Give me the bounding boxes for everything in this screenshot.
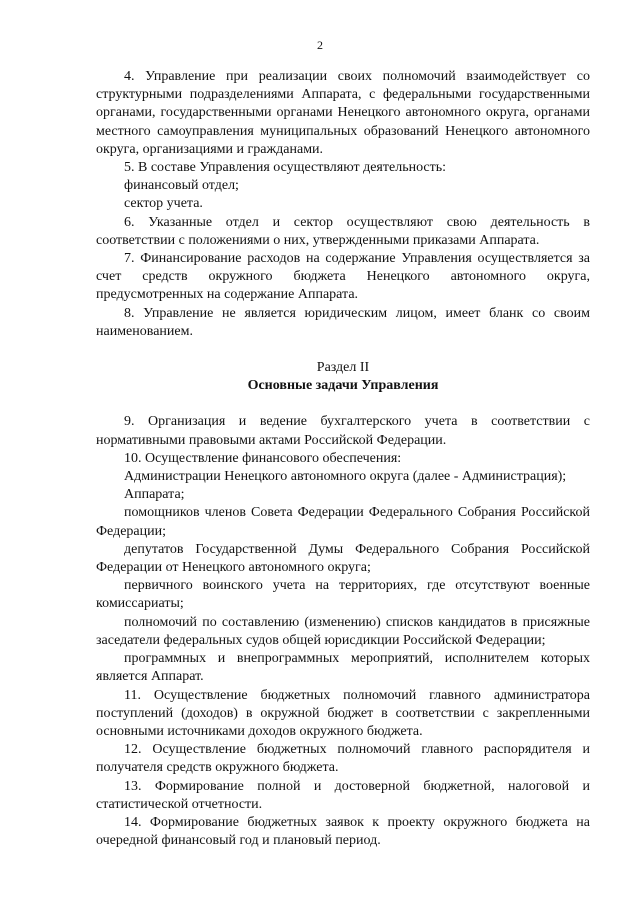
- list-item-apparatus: Аппарата;: [124, 487, 185, 503]
- paragraph-4: 4. Управление при реализации своих полномочий взаимодействует со структурными подразделениями Аппарата, с федеральными государственными органами, государственными органами Ненецкого автономного округа, органами местного самоуправления муниципальных образований Ненецкого автономного округа, организациями и гражданами.: [96, 69, 590, 157]
- list-item-accounting-sector: сектор учета.: [124, 196, 203, 212]
- list-item-financial-department: финансовый отдел;: [124, 178, 239, 194]
- paragraph-8: 8. Управление не является юридическим лицом, имеет бланк со своим наименованием.: [96, 305, 590, 339]
- paragraph-5: 5. В составе Управления осуществляют деятельность:: [124, 160, 447, 176]
- list-item-military-registration: первичного воинского учета на территориях, где отсутствуют военные комиссариаты;: [96, 578, 590, 612]
- list-item-administration: Администрации Ненецкого автономного округа (далее - Администрация);: [124, 469, 567, 485]
- list-item-programs: программных и внепрограммных мероприятий, исполнителем которых является Аппарат.: [96, 651, 590, 685]
- list-item-federation-council-assistants: помощников членов Совета Федерации Федерального Собрания Российской Федерации;: [96, 505, 590, 539]
- list-item-state-duma-deputies: депутатов Государственной Думы Федерального Собрания Российской Федерации от Ненецкого автономного округа;: [96, 541, 590, 576]
- page-number: 2: [317, 38, 323, 52]
- paragraph-11: 11. Осуществление бюджетных полномочий главного администратора поступлений (доходов) в окружной бюджет в соответствии с закрепленными основными источниками доходов окружного бюджета.: [96, 687, 590, 739]
- document-body: [96, 68, 590, 850]
- paragraph-12: 12. Осуществление бюджетных полномочий главного распорядителя и получателя средств окружного бюджета.: [96, 742, 590, 776]
- paragraph-9: 9. Организация и ведение бухгалтерского учета в соответствии с нормативными правовыми актами Российской Федерации.: [96, 414, 590, 448]
- paragraph-7: 7. Финансирование расходов на содержание Управления осуществляется за счет средств окружного бюджета Ненецкого автономного округа, предусмотренных на содержание Аппарата.: [96, 251, 590, 303]
- section-title: Основные задачи Управления: [247, 378, 439, 394]
- paragraph-6: 6. Указанные отдел и сектор осуществляют свою деятельность в соответствии с положениями о них, утвержденными приказами Аппарата.: [96, 214, 590, 248]
- paragraph-14: 14. Формирование бюджетных заявок к проекту окружного бюджета на очередной финансовый год и плановый период.: [96, 814, 590, 849]
- section-number: Раздел II: [316, 360, 370, 376]
- paragraph-13: 13. Формирование полной и достоверной бюджетной, налоговой и статистической отчетности.: [96, 778, 590, 812]
- list-item-jury-lists: полномочий по составлению (изменению) списков кандидатов в присяжные заседатели федеральных судов общей юрисдикции Российской Федерации;: [96, 614, 590, 648]
- paragraph-10: 10. Осуществление финансового обеспечения:: [124, 450, 402, 466]
